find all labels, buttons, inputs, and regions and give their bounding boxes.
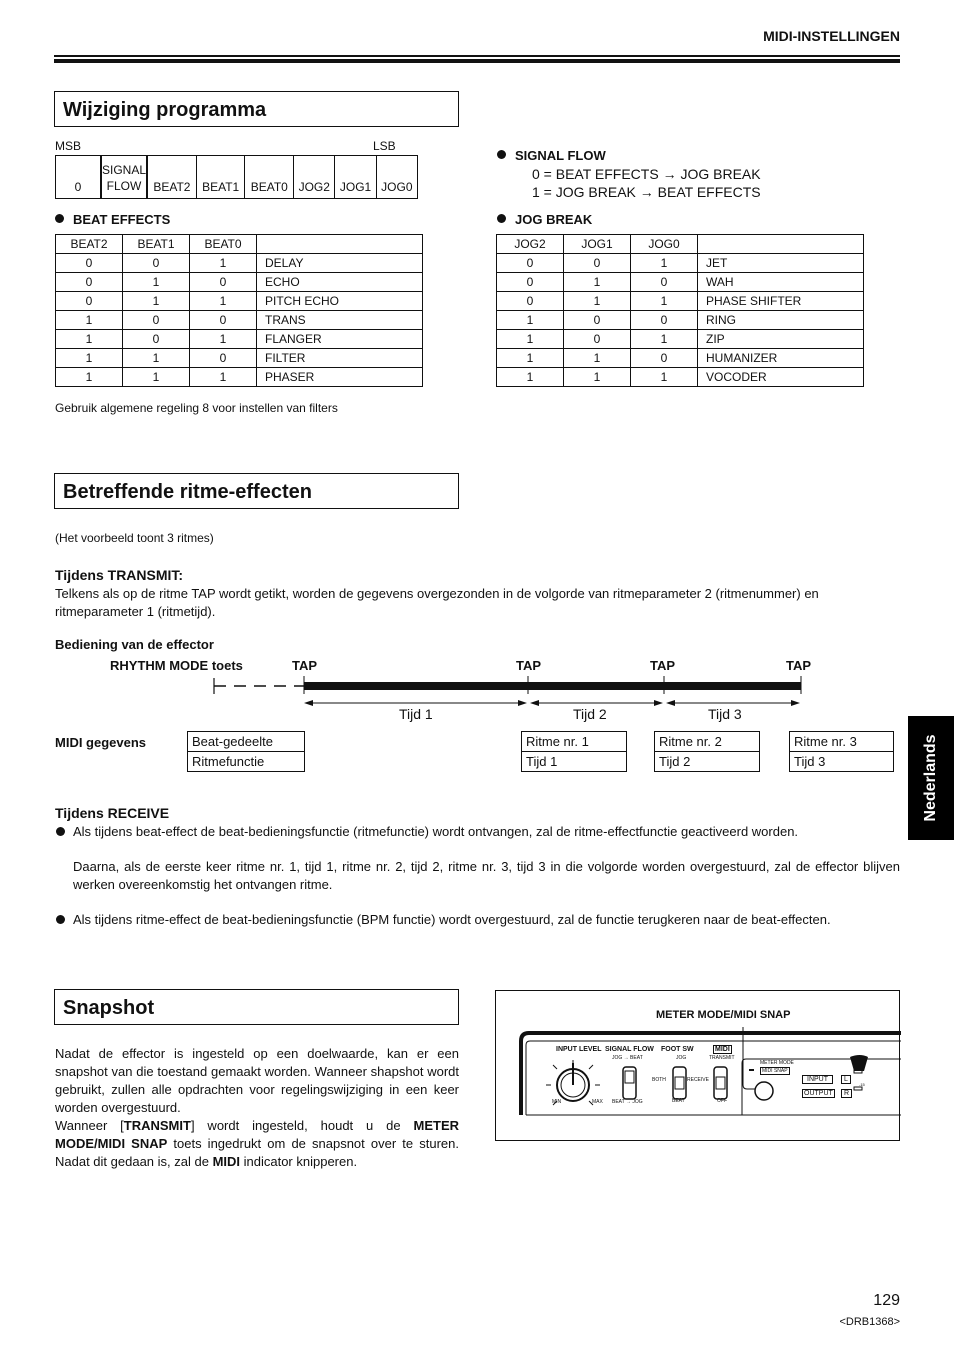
bullet-icon xyxy=(497,150,506,159)
section-title-snapshot: Snapshot xyxy=(54,989,459,1025)
bullet-icon xyxy=(56,827,65,836)
panel-drawing xyxy=(516,1027,901,1117)
bullet-icon xyxy=(497,214,506,223)
input-level-label: INPUT LEVEL xyxy=(556,1046,602,1053)
lsb-label: LSB xyxy=(373,139,396,153)
table-row: 1 0 1 ZIP xyxy=(497,330,864,349)
table-header-row: BEAT2 BEAT1 BEAT0 xyxy=(56,235,423,254)
table-row: 0 1 0 WAH xyxy=(497,273,864,292)
table-header-row: JOG2 JOG1 JOG0 xyxy=(497,235,864,254)
receive-bullet-2: Als tijdens ritme-effect de beat-bedieningsfunctie (BPM functie) wordt overgestuurd, zal de functie terugkeren naar de beat-effecten. xyxy=(73,912,831,927)
section-title-rhythm: Betreffende ritme-effecten xyxy=(54,473,459,509)
bit-cell: JOG1 xyxy=(335,156,376,199)
bit-cell: JOG0 xyxy=(376,156,417,199)
section-title-program-change: Wijziging programma xyxy=(54,91,459,127)
table-row: 1 1 1 VOCODER xyxy=(497,368,864,387)
output-meter-label: OUTPUT xyxy=(804,1090,833,1097)
signal-flow-line-0: 0 = BEAT EFFECTS → JOG BREAK xyxy=(532,166,761,182)
bit-cell: JOG2 xyxy=(294,156,335,199)
table-row: 0 1 0 ECHO xyxy=(56,273,423,292)
table-row: 0 1 1 PHASE SHIFTER xyxy=(497,292,864,311)
table-row: 1 1 0 HUMANIZER xyxy=(497,349,864,368)
min-label: MIN xyxy=(552,1099,562,1105)
example-note: (Het voorbeeld toont 3 ritmes) xyxy=(55,531,214,545)
midi-indicator-label: MIDI xyxy=(715,1046,730,1053)
snapshot-para-1: Nadat de effector is ingesteld op een doelwaarde, kan er een snapshot van die toestand gemaakt worden. Wanneer shapshot wordt gebruikt, zullen alle opdrachten voor regelingswijziging in een keer worden overgestuurd. xyxy=(55,1046,459,1115)
table-row: 0 0 1 DELAY xyxy=(56,254,423,273)
bit-cell: BEAT0 xyxy=(245,156,294,199)
off-label: OFF xyxy=(717,1098,727,1104)
transmit-text: Telkens als op de ritme TAP wordt getikt, worden de gegevens overgezonden in de volgorde van ritmeparameter 2 (ritmenummer) en ritmeparameter 1 (ritmetijd). xyxy=(55,586,819,619)
header-rule-thick xyxy=(54,59,900,63)
beat-effects-table xyxy=(55,234,423,387)
beat-jog-label: BEAT → JOG xyxy=(612,1099,643,1105)
signal-flow-label: SIGNAL FLOW xyxy=(605,1046,654,1053)
table-row: 1 1 0 FILTER xyxy=(56,349,423,368)
bullet-icon xyxy=(55,214,64,223)
jog-label: JOG xyxy=(676,1055,687,1061)
table-row: 0 0 1 JET xyxy=(497,254,864,273)
receive-label: RECEIVE xyxy=(687,1077,709,1083)
table-row: 1 0 1 FLANGER xyxy=(56,330,423,349)
operation-label: Bediening van de effector xyxy=(55,637,214,652)
receive-bullet-1: Als tijdens beat-effect de beat-bedieningsfunctie (ritmefunctie) wordt ontvangen, zal de ritme-effectfunctie geactiveerd worden. xyxy=(73,824,799,839)
filter-note: Gebruik algemene regeling 8 voor instellen van filters xyxy=(55,401,338,415)
doc-code: <DRB1368> xyxy=(839,1316,900,1328)
time-label: Tijd 1 xyxy=(399,706,433,722)
midi-data-box: Ritme nr. 3 Tijd 3 xyxy=(789,731,894,772)
bit-cell: BEAT1 xyxy=(196,156,245,199)
snapshot-para-2: Wanneer [TRANSMIT] wordt ingesteld, houdt u de METER MODE/MIDI SNAP toets ingedrukt om de snapsnot over te sturen. Nadat dit gedaan is, zal de MIDI indicator knipperen. xyxy=(55,1118,459,1169)
beat-label: BEAT xyxy=(672,1098,685,1104)
jog-beat-label: JOG → BEAT xyxy=(612,1055,643,1061)
midi-data-box: Ritme nr. 2 Tijd 2 xyxy=(654,731,760,772)
running-header: MIDI-INSTELLINGEN xyxy=(763,28,900,44)
midi-data-label: MIDI gegevens xyxy=(55,735,147,750)
both-label: BOTH xyxy=(652,1077,666,1083)
right-channel-label: R xyxy=(841,1089,852,1098)
language-tab xyxy=(908,716,954,840)
bullet-icon xyxy=(56,915,65,924)
bit-cell: 0 xyxy=(56,156,102,199)
table-row: 0 1 1 PITCH ECHO xyxy=(56,292,423,311)
transmit-heading: Tijdens TRANSMIT: xyxy=(55,567,184,583)
max-label: MAX xyxy=(592,1099,603,1105)
bit-cell: SIGNAL FLOW xyxy=(101,156,147,199)
beat-effects-heading: BEAT EFFECTS xyxy=(55,212,170,227)
bit-layout-table xyxy=(55,155,418,199)
rhythm-mode-label: RHYTHM MODE toets xyxy=(110,658,243,673)
receive-bullet-1-cont: Daarna, als de eerste keer ritme nr. 1, tijd 1, ritme nr. 2, tijd 2, ritme nr. 3, tijd 3 in die volgorde worden overgestuurd, zal de effector blijven werken overeenkomstig het ontvangen ritme. xyxy=(73,859,900,892)
midi-data-box: Beat-gedeelte Ritmefunctie xyxy=(187,731,305,772)
bit-cell: BEAT2 xyxy=(147,156,196,199)
time-label: Tijd 2 xyxy=(573,706,607,722)
time-label: Tijd 3 xyxy=(708,706,742,722)
signal-flow-line-1: 1 = JOG BREAK → BEAT EFFECTS xyxy=(532,184,761,200)
midi-snap-label: MIDI SNAP xyxy=(762,1068,788,1074)
input-meter-label: INPUT xyxy=(802,1075,833,1084)
signal-flow-heading: SIGNAL FLOW xyxy=(497,148,606,163)
language-tab-label: Nederlands xyxy=(922,734,939,822)
left-channel-label: L xyxy=(841,1075,851,1084)
header-rule-thin xyxy=(54,55,900,57)
figure-callout: METER MODE/MIDI SNAP xyxy=(656,1009,791,1021)
receive-heading: Tijdens RECEIVE xyxy=(55,805,170,821)
tap-label: TAP xyxy=(292,658,318,673)
table-row: 1 1 1 PHASER xyxy=(56,368,423,387)
page-number: 129 xyxy=(873,1292,900,1309)
jog-break-heading: JOG BREAK xyxy=(497,212,592,227)
tap-label: TAP xyxy=(786,658,812,673)
transmit-label: TRANSMIT xyxy=(709,1055,735,1061)
table-row: 1 0 0 TRANS xyxy=(56,311,423,330)
midi-data-box: Ritme nr. 1 Tijd 1 xyxy=(521,731,627,772)
msb-label: MSB xyxy=(55,139,82,153)
table-row: 1 0 0 RING xyxy=(497,311,864,330)
foot-sw-label: FOOT SW xyxy=(661,1046,694,1053)
tap-label: TAP xyxy=(650,658,676,673)
db-label: -15 xyxy=(859,1082,865,1087)
meter-mode-label: METER MODE xyxy=(760,1060,794,1066)
tap-label: TAP xyxy=(516,658,542,673)
jog-break-table xyxy=(496,234,864,387)
panel-figure xyxy=(495,990,900,1141)
